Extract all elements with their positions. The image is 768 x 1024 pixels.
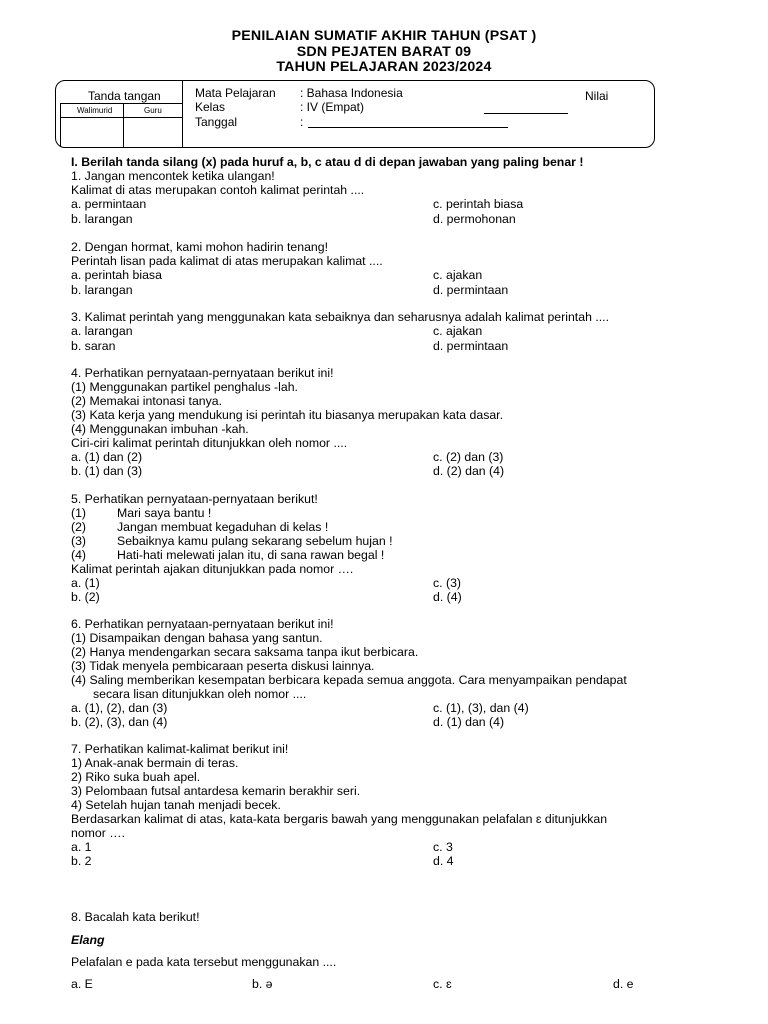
statement-text: Sebaiknya kamu pulang sekarang sebelum hujan ! — [117, 534, 393, 548]
question-text: 7. Perhatikan kalimat-kalimat berikut ini! — [71, 742, 289, 756]
option-d[interactable]: d. (4) — [433, 590, 462, 604]
statement-item: (4) Menggunakan imbuhan -kah. — [71, 422, 249, 436]
document-header — [0, 29, 768, 76]
option-b[interactable]: b. (2) — [71, 590, 100, 604]
signature-left-border — [60, 103, 61, 147]
option-d[interactable]: d. e — [613, 977, 634, 991]
statement-number: (1) — [71, 506, 87, 520]
date-label: Tanggal — [195, 115, 238, 129]
signature-title: Tanda tangan — [88, 89, 161, 103]
statement-text: Mari saya bantu ! — [117, 506, 212, 520]
option-a[interactable]: a. larangan — [71, 324, 133, 338]
statement-number: (4) — [71, 548, 87, 562]
option-c[interactable]: c. (3) — [433, 576, 462, 590]
question-text: Ciri-ciri kalimat perintah ditunjukkan oleh nomor .... — [71, 436, 348, 450]
option-a[interactable]: a. perintah biasa — [71, 268, 162, 282]
statement-item: (3) Tidak menyela pembicaraan peserta diskusi lainnya. — [71, 659, 375, 673]
statement-text: Hati-hati melewati jalan itu, di sana rawan begal ! — [117, 548, 385, 562]
question-text: 5. Perhatikan pernyataan-pernyataan berikut! — [71, 492, 318, 506]
walimurid-label: Walimurid — [77, 106, 113, 115]
option-a[interactable]: a. E — [71, 977, 93, 991]
option-c[interactable]: c. (2) dan (3) — [433, 450, 504, 464]
question-text: 3. Kalimat perintah yang menggunakan kata sebaiknya dan seharusnya adalah kalimat perintah .... — [71, 310, 609, 324]
option-b[interactable]: b. (1) dan (3) — [71, 464, 143, 478]
school-name: SDN PEJATEN BARAT 09 — [296, 43, 472, 60]
subject-value: : Bahasa Indonesia — [300, 86, 403, 100]
subject-label: Mata Pelajaran — [195, 86, 276, 100]
question-text: Kalimat di atas merupakan contoh kalimat perintah .... — [71, 183, 365, 197]
statement-item: (1) Disampaikan dengan bahasa yang santun. — [71, 631, 323, 645]
signature-header-divider — [60, 117, 182, 118]
statement-number: (2) — [71, 520, 87, 534]
statement-item — [71, 534, 393, 548]
question-text: secara lisan ditunjukkan oleh nomor .... — [93, 687, 307, 701]
class-value: : IV (Empat) — [300, 100, 365, 114]
statement-item: (2) Memakai intonasi tanya. — [71, 394, 223, 408]
signature-area — [56, 81, 183, 147]
grade-label: Nilai — [585, 89, 609, 103]
school-year: TAHUN PELAJARAN 2023/2024 — [276, 59, 492, 75]
statement-item: (2) Hanya mendengarkan secara saksama tanpa ikut berbicara. — [71, 645, 419, 659]
sentence-item: 3) Pelombaan futsal antardesa kemarin berakhir seri. — [71, 784, 361, 798]
option-b[interactable]: b. saran — [71, 339, 116, 353]
option-b[interactable]: b. (2), (3), dan (4) — [71, 715, 168, 729]
identity-box — [55, 80, 655, 148]
question-text: Kalimat perintah ajakan ditunjukkan pada nomor …. — [71, 562, 354, 576]
option-c[interactable]: c. ajakan — [433, 324, 483, 338]
statement-text: Jangan membuat kegaduhan di kelas ! — [117, 520, 329, 534]
option-a[interactable]: a. (1), (2), dan (3) — [71, 701, 168, 715]
option-a[interactable]: a. (1) — [71, 576, 100, 590]
question-text: Perintah lisan pada kalimat di atas merupakan kalimat .... — [71, 254, 383, 268]
option-d[interactable]: d. permohonan — [433, 212, 516, 226]
sentence-item: 2) Riko suka buah apel. — [71, 770, 201, 784]
question-text: nomor …. — [71, 826, 125, 840]
option-b[interactable]: b. larangan — [71, 283, 133, 297]
question-text: 8. Bacalah kata berikut! — [71, 910, 200, 924]
question-text: 1. Jangan mencontek ketika ulangan! — [71, 169, 275, 183]
grade-blank-line[interactable] — [484, 113, 568, 114]
option-c[interactable]: c. ajakan — [433, 268, 483, 282]
option-c[interactable]: c. ɛ — [433, 977, 452, 991]
option-a[interactable]: a. permintaan — [71, 197, 147, 211]
option-d[interactable]: d. (2) dan (4) — [433, 464, 505, 478]
option-d[interactable]: d. permintaan — [433, 283, 509, 297]
statement-number: (3) — [71, 534, 87, 548]
option-a[interactable]: a. (1) dan (2) — [71, 450, 143, 464]
question-text: Berdasarkan kalimat di atas, kata-kata bergaris bawah yang menggunakan pelafalan ɛ ditunjukkan — [71, 812, 608, 826]
class-label: Kelas — [195, 100, 226, 114]
signature-column-divider — [123, 103, 124, 147]
option-b[interactable]: b. 2 — [71, 854, 92, 868]
signature-divider — [60, 103, 182, 104]
option-d[interactable]: d. permintaan — [433, 339, 509, 353]
statement-item: (1) Menggunakan partikel penghalus -lah. — [71, 380, 298, 394]
question-text: 2. Dengan hormat, kami mohon hadirin tenang! — [71, 240, 329, 254]
date-value: : — [300, 115, 304, 129]
question-text: 4. Perhatikan pernyataan-pernyataan berikut ini! — [71, 366, 334, 380]
target-word: Elang — [71, 933, 105, 947]
statement-item — [71, 548, 384, 562]
option-c[interactable]: c. perintah biasa — [433, 197, 524, 211]
option-d[interactable]: d. 4 — [433, 854, 454, 868]
exam-title: PENILAIAN SUMATIF AKHIR TAHUN (PSAT ) — [231, 28, 537, 44]
option-c[interactable]: c. 3 — [433, 840, 453, 854]
statement-item: (4) Saling memberikan kesempatan berbicara kepada semua anggota. Cara menyampaikan pendapat — [71, 673, 627, 687]
option-b[interactable]: b. ə — [252, 977, 273, 991]
sentence-item: 4) Setelah hujan tanah menjadi becek. — [71, 798, 281, 812]
option-d[interactable]: d. (1) dan (4) — [433, 715, 505, 729]
date-blank-line[interactable] — [308, 127, 508, 128]
statement-item — [71, 520, 328, 534]
statement-item: (3) Kata kerja yang mendukung isi perintah itu biasanya merupakan kata dasar. — [71, 408, 504, 422]
option-c[interactable]: c. (1), (3), dan (4) — [433, 701, 529, 715]
guru-label: Guru — [144, 106, 162, 115]
question-text: Pelafalan e pada kata tersebut menggunakan .... — [71, 955, 337, 969]
sentence-item: 1) Anak-anak bermain di teras. — [71, 756, 239, 770]
statement-item — [71, 506, 211, 520]
question-text: 6. Perhatikan pernyataan-pernyataan berikut ini! — [71, 617, 334, 631]
option-a[interactable]: a. 1 — [71, 840, 92, 854]
instruction: I. Berilah tanda silang (x) pada huruf a, b, c atau d di depan jawaban yang paling benar ! — [71, 155, 584, 169]
option-b[interactable]: b. larangan — [71, 212, 133, 226]
